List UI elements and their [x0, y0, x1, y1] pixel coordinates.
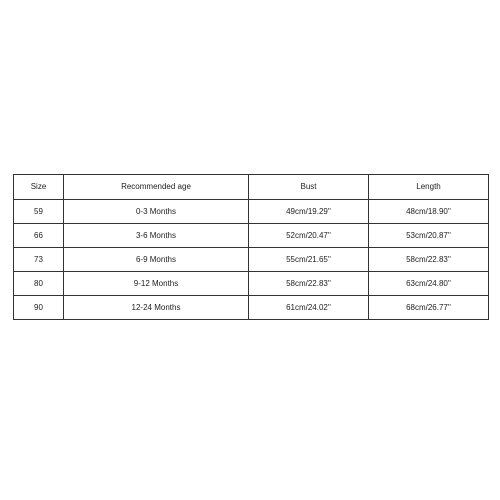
header-bust: Bust: [249, 175, 369, 200]
table-row: [14, 296, 489, 320]
table-row: [14, 248, 489, 272]
cell-age: 9-12 Months: [64, 272, 249, 296]
cell-bust: 55cm/21.65'': [249, 248, 369, 272]
table-row: [14, 272, 489, 296]
cell-length: 58cm/22.83'': [369, 248, 489, 272]
size-chart-table: [13, 174, 489, 320]
cell-bust: 52cm/20.47'': [249, 224, 369, 248]
header-recommended-age: Recommended age: [64, 175, 249, 200]
cell-size: 66: [14, 224, 64, 248]
cell-length: 68cm/26.77'': [369, 296, 489, 320]
table-row: [14, 200, 489, 224]
cell-bust: 58cm/22.83'': [249, 272, 369, 296]
cell-length: 48cm/18.90'': [369, 200, 489, 224]
cell-age: 12-24 Months: [64, 296, 249, 320]
cell-bust: 61cm/24.02'': [249, 296, 369, 320]
cell-age: 6-9 Months: [64, 248, 249, 272]
cell-bust: 49cm/19.29'': [249, 200, 369, 224]
cell-size: 90: [14, 296, 64, 320]
cell-length: 63cm/24.80'': [369, 272, 489, 296]
table-row: [14, 224, 489, 248]
cell-size: 80: [14, 272, 64, 296]
header-length: Length: [369, 175, 489, 200]
cell-length: 53cm/20.87'': [369, 224, 489, 248]
table-header-row: [14, 175, 489, 200]
cell-age: 3-6 Months: [64, 224, 249, 248]
cell-age: 0-3 Months: [64, 200, 249, 224]
cell-size: 73: [14, 248, 64, 272]
cell-size: 59: [14, 200, 64, 224]
header-size: Size: [14, 175, 64, 200]
